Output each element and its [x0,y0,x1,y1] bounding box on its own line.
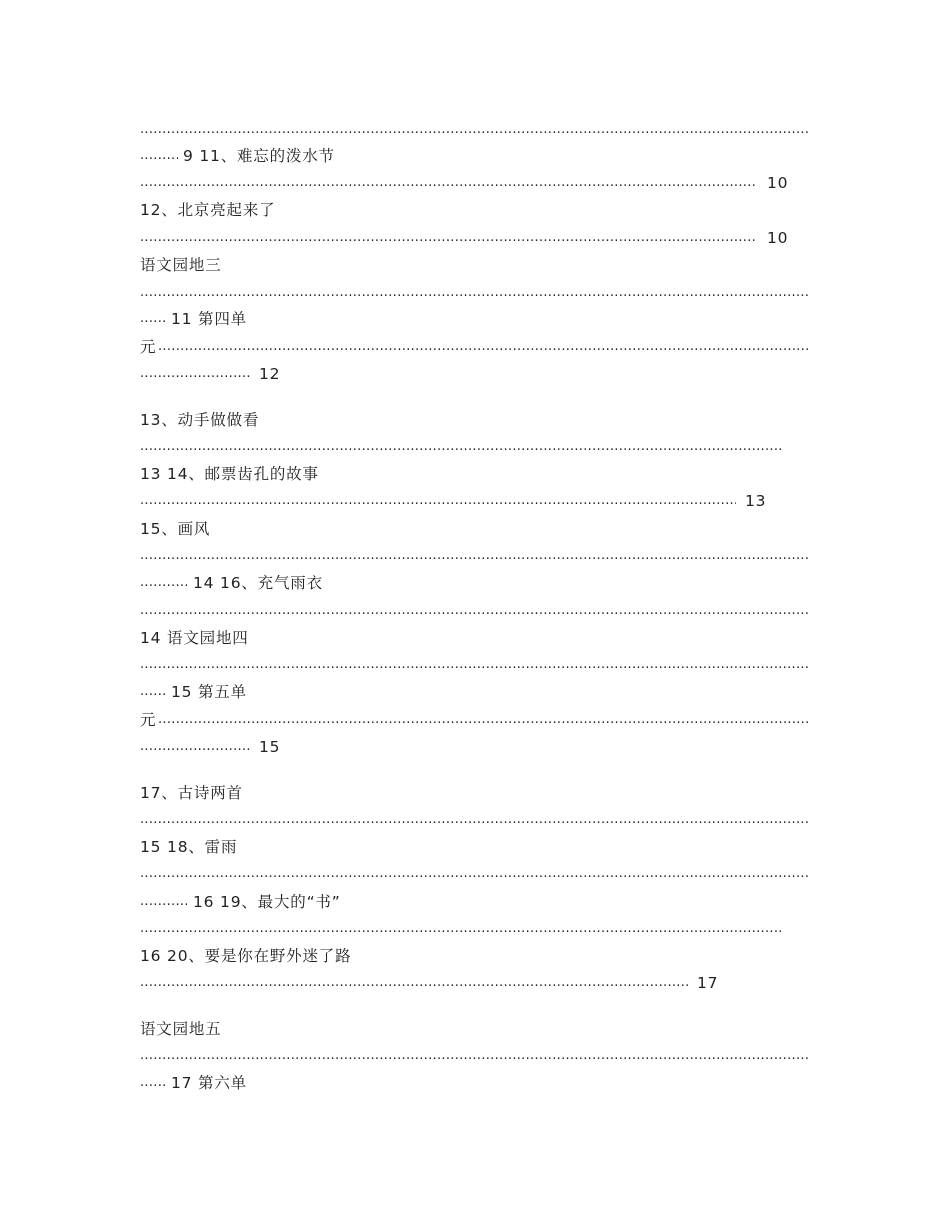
dot-leader [140,546,808,566]
dot-leader [140,810,808,830]
page-number: 13 [745,492,767,510]
dot-leader [158,710,808,730]
page-number: 15 [259,738,281,756]
dot-leader [140,1073,166,1093]
toc-entry-unit-4[interactable]: 11 第四单 [171,310,247,328]
dot-leader [140,120,808,140]
dot-leader [140,682,166,702]
toc-entry-lesson-15[interactable]: 15、画风 [140,520,211,538]
page-number: 12 [259,365,281,383]
dot-leader [140,892,187,912]
toc-entry-unit-6[interactable]: 17 第六单 [171,1074,247,1092]
dot-leader [140,601,808,621]
toc-text: 元 [140,711,157,729]
dot-leader [140,919,783,939]
toc-text: 元 [140,338,157,356]
dot-leader [140,491,736,511]
toc-entry-lesson-11[interactable]: 9 11、难忘的泼水节 [183,147,335,165]
dot-leader [140,437,783,457]
toc-entry-lesson-19[interactable]: 16 19、最大的“书” [193,893,341,911]
toc-entry-unit-5[interactable]: 15 第五单 [171,683,247,701]
page-number: 10 [767,229,789,247]
dot-leader [140,283,808,303]
dot-leader [140,146,178,166]
toc-entry-garden-3[interactable]: 语文园地三 [140,256,222,274]
dot-leader [140,173,757,193]
toc-entry-lesson-13[interactable]: 13、动手做做看 [140,411,260,429]
dot-leader [140,973,688,993]
page-number: 10 [767,174,789,192]
page-number: 17 [697,974,719,992]
dot-leader [140,309,166,329]
dot-leader [140,228,757,248]
toc-entry-garden-5[interactable]: 语文园地五 [140,1020,222,1038]
dot-leader [140,1046,808,1066]
toc-entry-lesson-20[interactable]: 16 20、要是你在野外迷了路 [140,947,352,965]
toc-entry-lesson-14[interactable]: 13 14、邮票齿孔的故事 [140,465,319,483]
dot-leader [140,573,187,593]
dot-leader [140,364,250,384]
toc-entry-lesson-17[interactable]: 17、古诗两首 [140,784,243,802]
toc-entry-lesson-12[interactable]: 12、北京亮起来了 [140,201,276,219]
toc-entry-garden-4[interactable]: 14 语文园地四 [140,629,249,647]
toc-entry-lesson-16[interactable]: 14 16、充气雨衣 [193,574,323,592]
dot-leader [140,864,808,884]
dot-leader [140,737,250,757]
toc-entry-lesson-18[interactable]: 15 18、雷雨 [140,838,238,856]
dot-leader [140,655,808,675]
dot-leader [158,337,808,357]
